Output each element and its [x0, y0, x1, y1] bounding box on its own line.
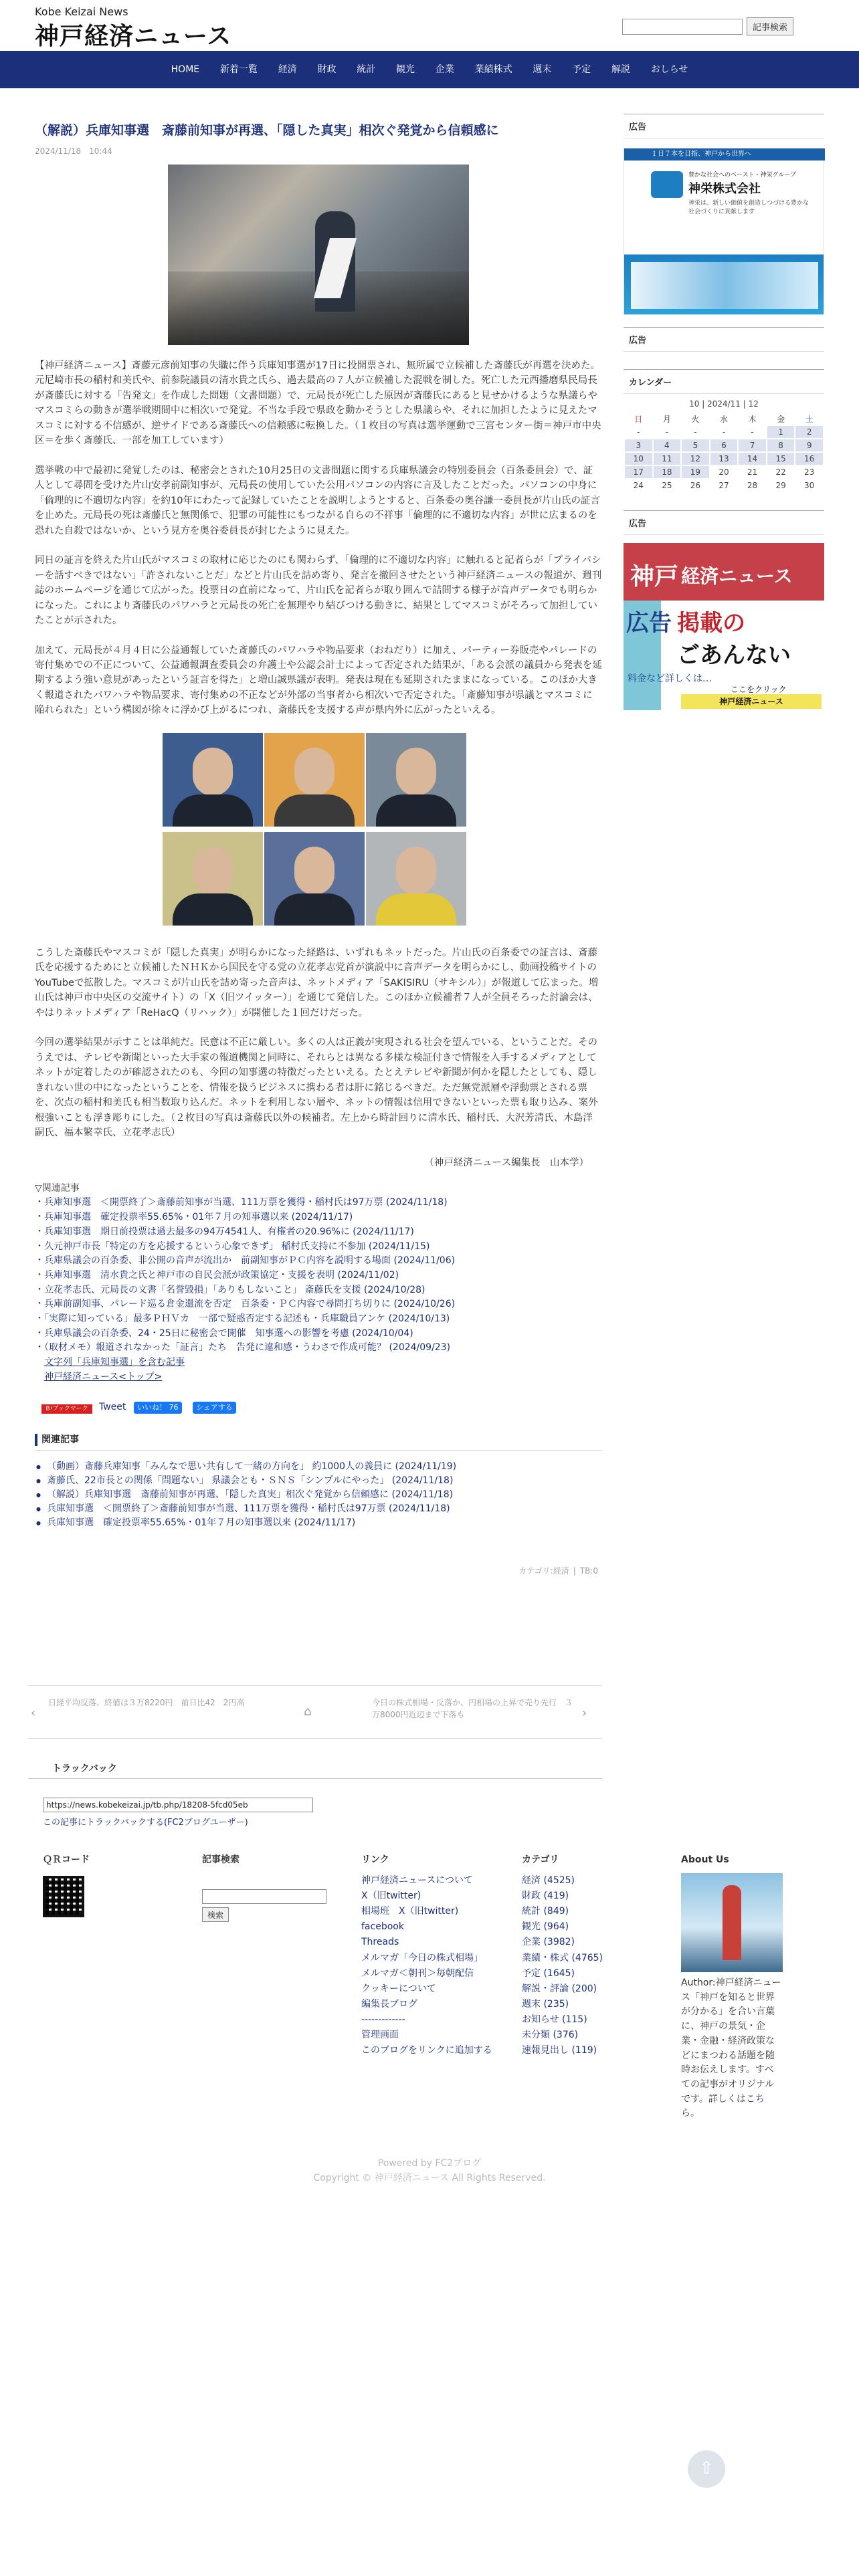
next-article-link[interactable]: 今日の株式相場・反落か、円相場の上昇で売り先行 ３万8000円近辺まで下落も [372, 1698, 573, 1719]
category-link[interactable]: お知らせ (115) [522, 2014, 587, 2025]
about-description: Author:神戸経済ニュース「神戸を知ると世界が分かる」を合い言葉に、神戸の景気・企業・金融・経済政策などにまつわる話題を随時お伝えします。すべての記事がオリジナルです。詳しくは [681, 1977, 781, 2105]
footer-link[interactable]: facebook [361, 1921, 404, 1933]
shinyei-logo-icon [651, 171, 683, 198]
cal-day: - [694, 427, 697, 437]
footer-separator: ------------- [361, 2014, 405, 2025]
ad-description: 神栄は、新しい価値を創造しつづける豊かな社会づくりに貢献します [688, 200, 809, 215]
cal-day[interactable]: 19 [682, 466, 709, 478]
footer-link[interactable]: 相場班 X（旧twitter) [361, 1906, 459, 1917]
copyright: Copyright © 神戸経済ニュース All Rights Reserved. [313, 2173, 546, 2184]
qr-code-icon [43, 1876, 84, 1917]
footer-links-column [361, 1852, 502, 2058]
nav-item-home[interactable]: HOME [171, 64, 200, 75]
qr-heading: ＱＲコード [43, 1854, 90, 1865]
related-link[interactable]: ・「実際に知っている」最多ＰＨＶカ 一部で疑惑否定する記述も・兵庫職員アンケ (2024/10/13) [35, 1313, 450, 1324]
ad2-top-band [624, 543, 824, 601]
footer-link[interactable]: X（旧twitter) [361, 1891, 421, 1902]
nav-item-notice[interactable]: おしらせ [650, 64, 688, 75]
cal-day[interactable]: 8 [767, 439, 795, 451]
trackback-section [28, 1759, 602, 1828]
cal-day[interactable]: 17 [625, 466, 652, 478]
facebook-like-button[interactable]: いいね！ 76 [134, 1402, 182, 1414]
cal-day[interactable]: 2 [795, 426, 823, 438]
related-link[interactable]: ・兵庫知事選 確定投票率55.65%・01年７月の知事選以来 (2024/11/17) [35, 1212, 353, 1223]
search-input[interactable] [622, 19, 743, 35]
facebook-share-button[interactable]: シェアする [193, 1402, 236, 1414]
cal-day[interactable]: 11 [654, 453, 681, 465]
chevron-left-icon[interactable]: ‹ [31, 1706, 36, 1720]
candidate-photo [366, 832, 466, 926]
calendar [624, 411, 824, 493]
kanren-link[interactable]: ● 兵庫知事選 確定投票率55.65%・01年７月の知事選以来 (2024/11/17) [35, 1516, 602, 1530]
cal-day[interactable]: 16 [795, 453, 823, 465]
ad-company-name: 神栄株式会社 [688, 182, 761, 196]
kanren-heading: 関連記事 [35, 1434, 602, 1446]
cal-dow: 水 [719, 414, 728, 424]
cal-dow: 月 [662, 414, 671, 424]
ad-placement-banner[interactable] [624, 543, 824, 710]
article [35, 120, 602, 1576]
footer-search-column [202, 1852, 343, 1922]
category-link[interactable]: 未分類 (376) [522, 2030, 579, 2041]
ad-heading: 広告 [624, 510, 824, 535]
cal-day[interactable]: 3 [625, 439, 652, 451]
kanren-link[interactable]: ● 兵庫知事選 ＜開票終了＞斎藤前知事が当選、111万票を獲得・稲村氏は97万票 (2024/11/18) [35, 1502, 602, 1516]
footer-link[interactable]: クッキーについて [361, 1983, 436, 1994]
cal-day[interactable]: 1 [767, 426, 795, 438]
nav-item-new[interactable]: 新着一覧 [219, 64, 258, 75]
nav-item-economy[interactable]: 経済 [278, 64, 297, 75]
footer-qr-column [43, 1852, 177, 1917]
tag-search-link[interactable]: 文字列「兵庫知事選」を含む記事 [44, 1357, 185, 1368]
candidate-photo [366, 733, 466, 827]
cal-day: 22 [775, 467, 786, 477]
nav-item-weekend[interactable]: 週末 [533, 64, 552, 75]
article-date: 2024/11/18 10:44 [35, 146, 112, 156]
category-link[interactable]: 財政 (419) [522, 1891, 569, 1902]
cal-day: - [637, 427, 640, 437]
cal-day[interactable]: 15 [767, 453, 795, 465]
cal-dow: 木 [748, 414, 757, 424]
article-paragraph: 今回の選挙結果が示すことは単純だ。民意は不正に厳しい。多くの人は正義が実現される社会を望んでいる、ということだ。そのうえでは、テレビや新聞といった大手家の報道機関と同時に、それらとは異なる多様な検証付きで情報を入手するメディアとしてネットが定着したのが確認されたのも、今回の知事選の特徴だったといえる。たとえテレビや新聞が何かを隠したとしても、隠しきれない世の中になったということを、情報を扱うビジネスに携わる者は肝に銘じるべきだ。ただ無党派層や浮動票とされる票を、次点の稲村和美氏も相当数取り込んだ。ネットを利用しない層や、ネットの情報は信用できないといった票も取り込み、案外根強いことも浮き彫りにした。（２枚目の写真は斎藤氏以外の候補者。左上から時計回りに清水氏、稲村氏、大沢芳清氏、木島洋嗣氏、福本繁幸氏、立花孝志氏） [35, 1037, 598, 1138]
shinyei-ad-banner[interactable] [624, 148, 824, 315]
about-heading: About Us [681, 1854, 729, 1865]
related-link[interactable]: ・兵庫県議会の百条委、24・25日に秘密会で開催 知事選への影響を考慮 (2024/10/04) [35, 1327, 413, 1339]
hatena-bookmark-button[interactable]: B!ブックマーク [41, 1404, 92, 1414]
related-link[interactable]: ・（取材メモ）報道されなかった「証言」たち 告発に違和感・うわさで作成可能？ (2024/09/23) [35, 1342, 451, 1354]
cal-day: 21 [747, 467, 758, 477]
kanren-link[interactable]: ● （解説）兵庫知事選 斎藤前知事が再選、「隠した真実」相次ぐ発覚から信頼感に (2024/11/18) [35, 1488, 602, 1502]
article-title: （解説）兵庫知事選 斎藤前知事が再選、「隠した真実」相次ぐ発覚から信頼感に [35, 123, 499, 138]
powered-by [0, 2156, 859, 2186]
nav-item-stats[interactable]: 統計 [357, 64, 376, 75]
category-link[interactable]: 業績・株式 (4765) [522, 1952, 603, 1963]
candidate-photo [163, 832, 263, 926]
article-paragraph: 選挙戦の中で最初に発覚したのは、秘密会とされた10月25日の文書問題に関する兵庫県議会の特別委員会（百条委員会）で、証人として尋問を受けた片山安孝前副知事が、元局長の使用していた公用パソコンの内容に言及したことだった。パソコンの中身に「倫理的に不適切な内容」を約10年にわたって記録していたことを説明しようとすると、百条委の奥谷謙一委員長が片山氏の証言を止めた。元局長の死は斎藤氏と無関係で、犯罪の可能性にもつながる自らの不祥事「倫理的に不適切な内容」が世に広まるのを恐れた自殺ではないか、という見方を奥谷委員長が封じたように見えた。 [35, 465, 600, 536]
article-author: （神戸経済ニュース編集長 山本学） [424, 1158, 589, 1169]
footer-search-heading: 記事検索 [202, 1854, 240, 1865]
cal-day: 25 [662, 481, 672, 490]
cal-dow: 土 [805, 414, 814, 424]
candidate-photo [264, 733, 365, 827]
cal-dow: 金 [777, 414, 785, 424]
ad2-brand: 神戸経済ニュース [681, 694, 822, 709]
cal-day: - [751, 427, 754, 437]
cal-dow: 日 [634, 414, 643, 424]
cal-day: 29 [775, 481, 786, 490]
related-link[interactable]: ・兵庫県議会の百条委、非公開の音声が流出か 前副知事がＰＣ内容を説明する場面 (2024/11/06) [35, 1255, 456, 1267]
ad-topband: １日７本を目指、神戸から世界へ [624, 148, 825, 160]
sidebar [624, 114, 824, 710]
candidate-photo [264, 832, 365, 926]
category-link[interactable]: 企業 (3982) [522, 1937, 575, 1948]
article-paragraph: 加えて、元局長が４月４日に公益通報していた斎藤氏のパワハラや物品要求（おねだり）に加え、パーティー券販売やパレードの寄付集めでの不正について、公益通報調査委員会の弁護士や公認会計士によって否定された結果が、「ある会派の議員から発表を延期するよう強い意見があったという証言を得た」と増山誠県議が表明。発表は現在も延期されたままになっている。このほか大きく報道されたパワハラや物品要求、寄付集めの不正などが外部の当事者から相次いで否定された。「斎藤知事が県議とマスコミに陥れられた」という構図が徐々に浮かび上がるにつれ、斎藤氏を支援する声が県内外に広がったといえる。 [35, 645, 602, 716]
trackback-link[interactable]: この記事にトラックバックする(FC2ブログユーザー) [43, 1818, 248, 1828]
nav-item-commentary[interactable]: 解説 [611, 64, 630, 75]
category-link[interactable]: 週末 (235) [522, 1998, 569, 2010]
main-nav [0, 51, 859, 88]
footer-link[interactable]: 編集長ブログ [361, 1998, 417, 2010]
cal-day: - [722, 427, 726, 437]
nav-item-tourism[interactable]: 観光 [396, 64, 415, 75]
ad2-mid-row [624, 601, 824, 635]
ad2-click: ここをクリック [731, 685, 787, 694]
trackback-url-field[interactable] [43, 1798, 313, 1812]
kanren-link[interactable]: ● 斎藤氏、22市長との関係「問題ない」 県議会とも・ＳＮＳ「シンプルにやった」 (2024/11/18) [35, 1474, 602, 1488]
article-paragraph: こうした斎藤氏やマスコミが「隠した真実」が明らかになった経路は、いずれもネットだった。片山氏の百条委での証言は、斎藤氏を応援するためにと立候補したＮＨＫから国民を守る党の立花孝志党首が演説中に音声データを明らかにし、動画投稿サイトのYouTubeで拡散した。マスコミが片山氏を詰め寄った音声は、ネットメディア「SAKISIRU（サキシル）」が報道して広まった。増山氏は神戸市中央区の交流サイト）の「X（旧ツイッター）」を通じて発信した。このほか立候補者７人が全員そろった討論会は、やはりネットメディア「ReHacQ（リハック）」が開催した１回だけだった。 [35, 947, 599, 1018]
prev-next-nav [28, 1685, 602, 1739]
kanren-list [35, 1460, 602, 1530]
ad2-ryokin: 料金など詳しくは… [628, 673, 712, 684]
ad2-keizai: 経済ニュース [681, 565, 793, 587]
cal-day[interactable]: 18 [654, 466, 681, 478]
category-link[interactable]: 統計 (849) [522, 1906, 569, 1917]
footer-link[interactable]: 神戸経済ニュースについて [361, 1875, 474, 1887]
calendar-heading: カレンダー [624, 369, 824, 394]
campaign-photo [168, 165, 469, 345]
cal-day: 27 [719, 481, 729, 490]
cal-dow: 火 [691, 414, 700, 424]
cal-day[interactable]: 10 [625, 453, 652, 465]
footer-search-button[interactable]: 検索 [202, 1907, 229, 1922]
ad-building-image [631, 262, 818, 309]
article-paragraph: 【神戸経済ニュース】斎藤元彦前知事の失職に伴う兵庫知事選が17日に投開票され、無所属で立候補した斎藤氏が再選を決めた。元尼崎市長の稲村和美氏や、前参院議員の清水貴之氏ら、過去最高の７人が立候補した混戦を制した。死亡した元西播磨県民局長が斎藤氏に対する「告発文」を作成した問題（文書問題）で、元局長が死亡した原因が斎藤氏にあると見せかけるような県議らやマスコミらの動きが選挙戦期間中に相次いで発覚。不当な手段で県政を動かそうとした県議らや、それに加担したように見えたマスコミに対する不信感が、逆サイドである斎藤氏への信頼感に転換した。（１枚目の写真は選挙運動で三宮センター街＝神戸市中央区＝を歩く斎藤氏、一部を加工しています） [35, 360, 601, 447]
links-heading: リンク [361, 1854, 389, 1865]
footer-categories-column [522, 1852, 656, 2058]
chevron-right-icon[interactable]: › [582, 1706, 587, 1720]
footer-link[interactable]: メルマガ「今日の株式相場」 [361, 1952, 483, 1963]
share-row [35, 1400, 602, 1416]
category-link[interactable]: 解説・評論 (200) [522, 1983, 597, 1994]
related-link[interactable]: ・兵庫知事選 清水貴之氏と神戸市の自民会派が政策協定・支援を表明 (2024/11/02) [35, 1269, 399, 1281]
cal-day[interactable]: 12 [682, 453, 709, 465]
categories-heading: カテゴリ [522, 1854, 559, 1865]
cal-day[interactable]: 4 [654, 439, 681, 451]
cal-day[interactable]: 13 [710, 453, 738, 465]
cal-day[interactable]: 9 [795, 439, 823, 451]
category-link[interactable]: カテゴリ:経済 [518, 1566, 569, 1576]
site-subtitle: Kobe Keizai News [35, 5, 128, 18]
search-button[interactable]: 記事検索 [747, 17, 793, 35]
cal-day: 24 [633, 481, 644, 490]
cal-day: 28 [747, 481, 758, 490]
related-list [35, 1196, 602, 1384]
article-meta: カテゴリ:経済 | TB:0 [35, 1565, 602, 1576]
arrow-up-icon[interactable]: ⇧ [688, 2450, 725, 2488]
kanren-link[interactable]: ● （動画）斎藤兵庫知事「みんなで思い共有して一緒の方向を」 約1000人の義員に (2024/11/19) [35, 1460, 602, 1474]
footer-link[interactable]: Threads [361, 1937, 399, 1948]
footer-about-column [681, 1852, 815, 2121]
home-icon[interactable]: ⌂ [304, 1705, 312, 1719]
top-link[interactable]: 神戸経済ニュース<トップ> [44, 1371, 163, 1382]
cal-day: 30 [804, 481, 815, 490]
nav-item-earnings[interactable]: 業績株式 [474, 64, 512, 75]
ad2-keisai: 掲載の [677, 610, 745, 637]
category-link[interactable]: 速報見出し (119) [522, 2045, 597, 2056]
nav-item-company[interactable]: 企業 [435, 64, 454, 75]
related-link[interactable]: ・兵庫知事選 ＜開票終了＞斎藤前知事が当選、111万票を獲得・稲村氏は97万票 (2024/11/18) [35, 1197, 448, 1208]
ad2-kokoku: 広告 [626, 610, 672, 637]
site-title[interactable]: 神戸経済ニュース [35, 23, 232, 50]
cal-day: - [665, 427, 669, 437]
ad-tagline: 豊かな社会へのベースト・神栄グループ [688, 172, 796, 179]
cal-day: 20 [719, 467, 729, 477]
footer [0, 1852, 859, 2247]
related-heading: ▽関連記事 [35, 1183, 80, 1194]
calendar-caption[interactable]: 10 | 2024/11 | 12 [689, 399, 759, 409]
cal-day: 23 [804, 467, 815, 477]
related-link[interactable]: ・兵庫知事選 期日前投票は過去最多の94万4541人、有権者の20.96%に (2024/11/17) [35, 1226, 414, 1237]
nav-item-schedule[interactable]: 予定 [572, 64, 591, 75]
footer-link[interactable]: このブログをリンクに追加する [361, 2045, 492, 2056]
prev-article-link[interactable]: 日経平均反落、終値は３万8220円 前日比42 2円高 [48, 1698, 245, 1707]
related-link[interactable]: ・立花孝志氏、元局長の文書「名誉毀損」「ありもしないこと」 斎藤氏を支援 (2024/10/28) [35, 1284, 425, 1295]
cal-day[interactable]: 6 [710, 439, 738, 451]
candidates-photo [163, 733, 474, 931]
ad2-goannai: ごあんない [677, 642, 791, 669]
ad2-kobe: 神戸 [630, 563, 679, 591]
article-paragraph: 同日の証言を終えた片山氏がマスコミの取材に応じたのにも関わらず、「倫理的に不適切な内容」に触れると記者らが「プライバシーを話すべきではない」「許されないことだ」などと片山氏を詰め寄り、発言を撤回させたという神戸経済ニュースの報道が、週刊誌のホームページを通じて広がった。投票日の直前になって、片山氏を記者らが取り囲んで詰問する様子が音声データでも明らかになった。これにより斎藤氏のパワハラと元局長の死亡を無理やり結びつける動きに、結果としてマスコミがそろって加担していたことが示された。 [35, 555, 602, 627]
cal-day[interactable]: 14 [739, 453, 766, 465]
footer-search-input[interactable] [202, 1889, 326, 1904]
cal-day[interactable]: 7 [739, 439, 766, 451]
trackback-heading: トラックバック [28, 1759, 602, 1779]
cal-day[interactable]: 5 [682, 439, 709, 451]
category-link[interactable]: 観光 (964) [522, 1921, 569, 1933]
candidate-photo [163, 733, 263, 827]
divider [35, 1450, 602, 1451]
trackback-count[interactable]: TB:0 [579, 1566, 598, 1576]
about-link[interactable]: こちら。 [681, 2093, 765, 2119]
tweet-button[interactable]: Tweet [99, 1402, 126, 1413]
category-link[interactable]: 経済 (4525) [522, 1875, 575, 1887]
cal-day: 26 [690, 481, 701, 490]
site-header [0, 0, 859, 51]
kobe-tower-image [681, 1873, 783, 1972]
footer-link[interactable]: メルマガ＜朝刊＞毎朝配信 [361, 1967, 474, 1979]
related-link[interactable]: ・久元神戸市長「特定の方を応援するという心象できず」 稲村氏支持に不参加 (2024/11/15) [35, 1241, 430, 1252]
footer-link[interactable]: 管理画面 [361, 2030, 399, 2041]
nav-item-finance[interactable]: 財政 [317, 64, 337, 75]
ad-heading: 広告 [624, 114, 824, 138]
about-text [681, 1976, 781, 2121]
category-link[interactable]: 予定 (1645) [522, 1967, 575, 1979]
ad-heading: 広告 [624, 327, 824, 352]
powered-fc2[interactable]: Powered by FC2ブログ [377, 2158, 482, 2169]
related-link[interactable]: ・兵庫前副知事、パレード巡る倉金還流を否定 百条委・ＰＣ内容で尋問打ち切りに (2024/10/26) [35, 1299, 456, 1310]
